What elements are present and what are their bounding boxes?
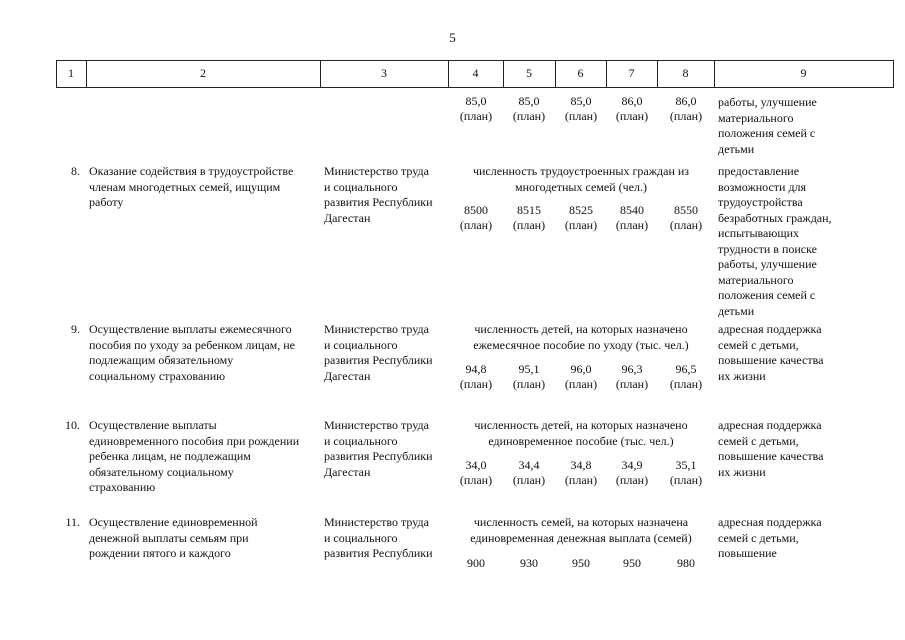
executor-text: Министерство труда и социального развития Республики Дагестан — [324, 418, 433, 479]
result-text: адресная поддержка семей с детьми, повышение качества их жизни — [718, 322, 824, 383]
value-cell: 930 — [520, 556, 538, 570]
header-col-2: 2 — [200, 66, 206, 80]
row-number: 8. — [71, 164, 80, 178]
value-cell: 950 — [572, 556, 590, 570]
header-col-3: 3 — [381, 66, 387, 80]
value-cell: 35,1 (план) — [669, 458, 703, 487]
header-col-5: 5 — [526, 66, 532, 80]
header-bottom-rule — [56, 87, 894, 88]
measure-text: Оказание содействия в трудоустройстве членам многодетных семей, ищущим работу — [89, 164, 294, 209]
measure-text: Осуществление единовременной денежной выплаты семьям при рождении пятого и каждого — [89, 515, 258, 560]
value-cell: 34,0 (план) — [459, 458, 493, 487]
measure-text: Осуществление выплаты единовременного пособия при рождении ребенка лицам, не подлежащим обязательному социальному страхованию — [89, 418, 300, 494]
value-cell: 980 — [677, 556, 695, 570]
header-col-9: 9 — [800, 66, 807, 80]
row-number: 9. — [71, 322, 80, 336]
header-col-4: 4 — [472, 66, 479, 80]
row-number: 10. — [65, 418, 80, 432]
header-col-7: 7 — [628, 66, 635, 80]
value-cell: 8500 (план) — [459, 203, 493, 232]
value-cell: 85,0 (план) — [459, 94, 493, 123]
value-cell: 8540 (план) — [615, 203, 649, 232]
value-cell: 96,3 (план) — [615, 362, 649, 391]
header-col-1: 1 — [68, 66, 74, 80]
value-cell: 96,5 (план) — [669, 362, 703, 391]
value-cell: 86,0 (план) — [615, 94, 649, 123]
measure-text: Осуществление выплаты ежемесячного пособия по уходу за ребенком лицам, не подлежащим обязательному социальному страхованию — [89, 322, 295, 383]
value-cell: 34,4 (план) — [512, 458, 546, 487]
value-cell: 950 — [623, 556, 641, 570]
page-number: 5 — [449, 30, 456, 45]
result-text: предоставление возможности для трудоустройства безработных граждан, испытывающих трудности в поиске работы, улучшение материального положения семей с детьми — [718, 164, 832, 318]
header-col-6: 6 — [577, 66, 584, 80]
value-cell: 95,1 (план) — [512, 362, 546, 391]
value-cell: 8515 (план) — [512, 203, 546, 232]
result-text: адресная поддержка семей с детьми, повышение качества их жизни — [718, 418, 824, 479]
indicator-text: численность детей, на которых назначено единовременное пособие (тыс. чел.) — [474, 418, 688, 448]
executor-text: Министерство труда и социального развития Республики Дагестан — [324, 322, 433, 383]
executor-text: Министерство труда и социального развития Республики — [324, 515, 433, 560]
value-cell: 94,8 (план) — [459, 362, 493, 391]
value-cell: 8550 (план) — [669, 203, 703, 232]
value-cell: 8525 (план) — [564, 203, 598, 232]
value-cell: 900 — [467, 556, 485, 570]
result-text: адресная поддержка семей с детьми, повышение — [718, 515, 822, 560]
row-number: 11. — [65, 515, 80, 529]
value-cell: 86,0 (план) — [669, 94, 703, 123]
value-cell: 85,0 (план) — [564, 94, 598, 123]
value-cell: 96,0 (план) — [564, 362, 598, 391]
col-divider — [893, 60, 894, 87]
header-col-8: 8 — [682, 66, 689, 80]
indicator-text: численность семей, на которых назначена единовременная денежная выплата (семей) — [470, 515, 692, 545]
indicator-text: численность трудоустроенных граждан из многодетных семей (чел.) — [472, 164, 690, 194]
value-cell: 85,0 (план) — [512, 94, 546, 123]
value-cell: 34,8 (план) — [564, 458, 598, 487]
indicator-text: численность детей, на которых назначено ежемесячное пособие по уходу (тыс. чел.) — [473, 322, 689, 352]
executor-text: Министерство труда и социального развития Республики Дагестан — [324, 164, 433, 225]
result-text: работы, улучшение материального положения семей с детьми — [718, 95, 817, 156]
value-cell: 34,9 (план) — [615, 458, 649, 487]
